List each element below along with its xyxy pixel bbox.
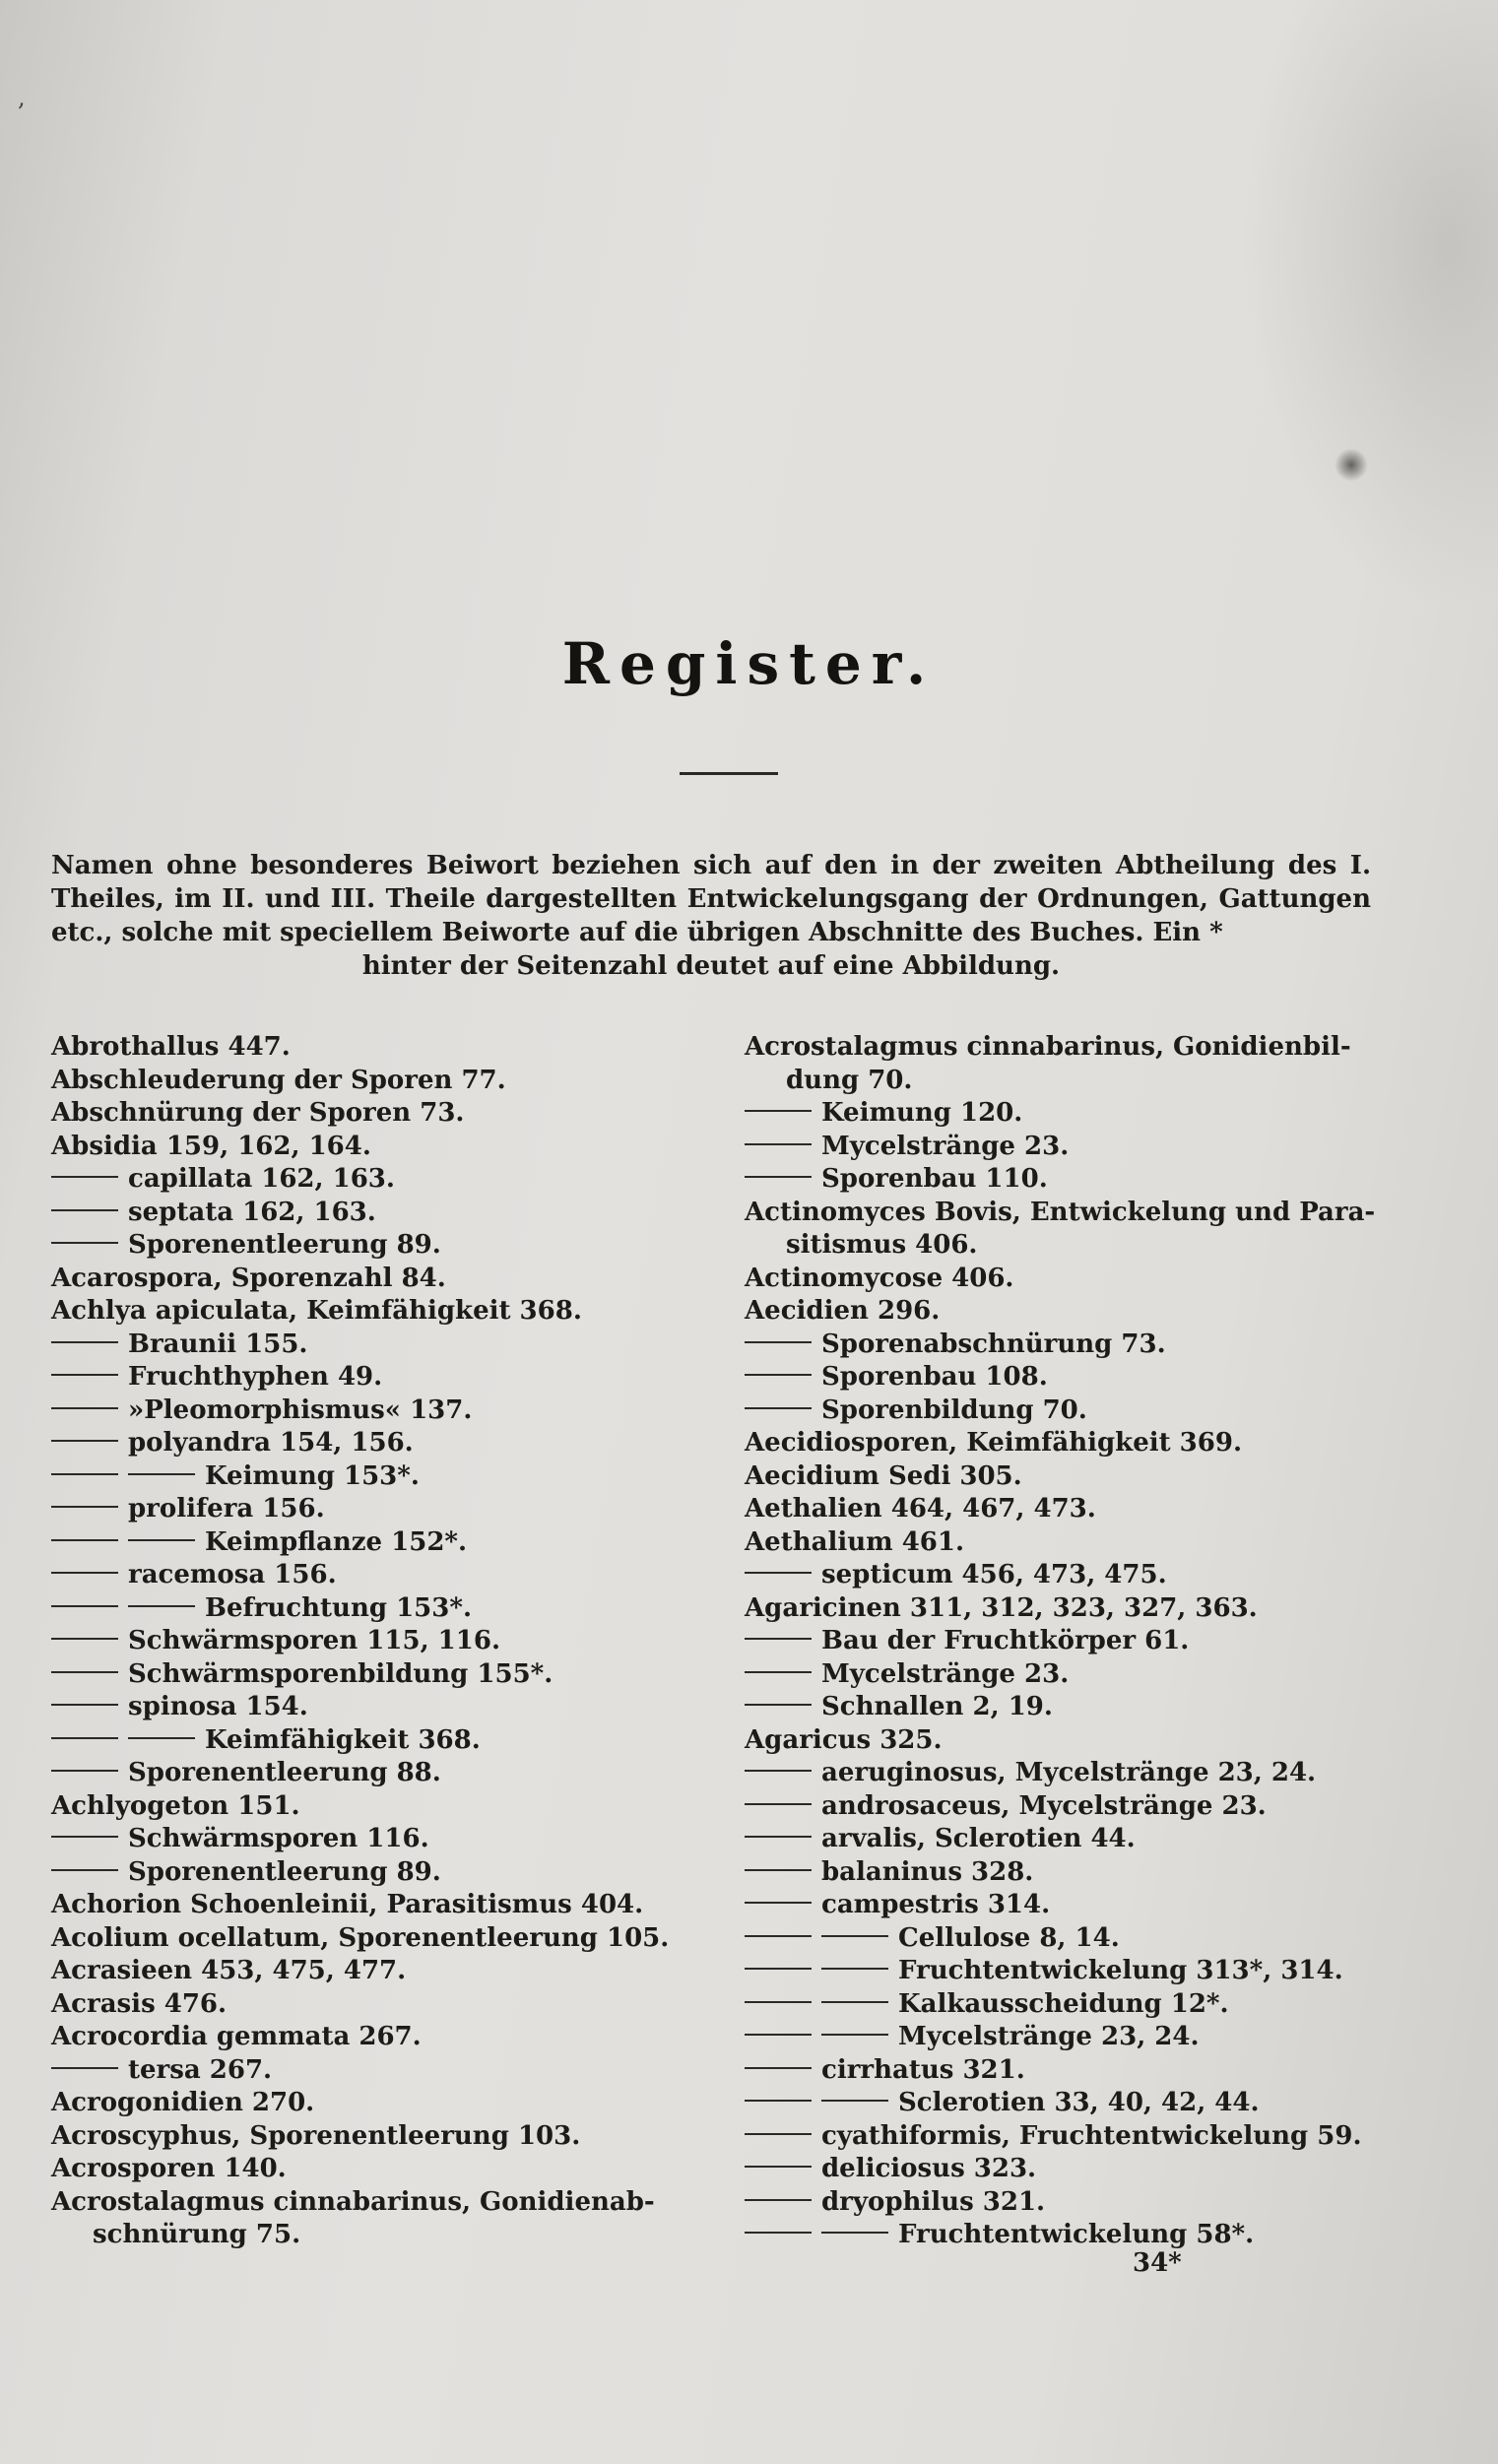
ditto-dash	[51, 1704, 118, 1706]
index-entry	[745, 2021, 1385, 2054]
ditto-dash	[745, 1407, 812, 1409]
index-entry	[51, 1889, 721, 1922]
ditto-dash	[745, 2166, 812, 2168]
index-entry	[745, 1295, 1385, 1329]
index-entry	[51, 1658, 721, 1692]
ditto-dash	[51, 1572, 118, 1574]
entry-text: dryophilus 321.	[821, 2186, 1046, 2217]
index-entry	[745, 2120, 1385, 2154]
intro-paragraph	[51, 849, 1371, 983]
entry-text: cyathiformis, Fruchtentwickelung 59.	[821, 2120, 1362, 2151]
entry-text: tersa 267.	[128, 2054, 273, 2085]
index-entry	[51, 1065, 721, 1098]
ditto-dash	[745, 1935, 812, 1937]
index-entry	[51, 2186, 721, 2252]
entry-text: polyandra 154, 156.	[128, 1428, 414, 1458]
index-entry	[745, 1163, 1385, 1197]
ditto-dash	[128, 1539, 195, 1541]
entry-text: septicum 456, 473, 475.	[821, 1560, 1167, 1589]
ditto-dash	[51, 1176, 118, 1178]
ditto-dash	[821, 2100, 888, 2102]
index-entry	[745, 1526, 1385, 1560]
ditto-dash	[51, 1341, 118, 1343]
index-entry	[745, 1691, 1385, 1724]
entry-continuation: dung 70.	[786, 1065, 913, 1095]
entry-text: Fruchthyphen 49.	[128, 1362, 383, 1392]
ditto-dash	[745, 2199, 812, 2201]
ditto-dash	[51, 1473, 118, 1475]
ditto-dash	[51, 1869, 118, 1871]
ditto-dash	[745, 2133, 812, 2135]
index-entry	[745, 2186, 1385, 2220]
index-entry	[51, 1625, 721, 1658]
index-entry	[51, 1097, 721, 1131]
ditto-dash	[821, 1968, 888, 1970]
entry-text: Acarospora, Sporenzahl 84.	[51, 1263, 446, 1293]
ditto-dash	[51, 1836, 118, 1838]
ditto-dash	[745, 2067, 812, 2069]
index-entry	[51, 2087, 721, 2120]
index-entry	[51, 1394, 721, 1428]
entry-text: Kalkausscheidung 12*.	[898, 1988, 1229, 2019]
ditto-dash	[745, 2034, 812, 2036]
ditto-dash	[745, 1572, 812, 1574]
ditto-dash	[745, 1836, 812, 1838]
ditto-dash	[128, 1737, 195, 1739]
index-entry	[745, 1658, 1385, 1692]
entry-text: Schwärmsporen 116.	[128, 1824, 429, 1853]
ditto-dash	[745, 1671, 812, 1673]
entry-text: racemosa 156.	[128, 1560, 337, 1589]
entry-text: Sporenbau 110.	[821, 1164, 1048, 1194]
ditto-dash	[51, 1638, 118, 1640]
entry-text: Absidia 159, 162, 164.	[51, 1131, 371, 1161]
entry-text: Actinomycose 406.	[745, 1263, 1014, 1293]
title-rule	[680, 772, 778, 775]
ink-blot	[1335, 448, 1368, 482]
index-entry	[51, 1757, 721, 1790]
ditto-dash	[51, 1737, 118, 1739]
index-entry	[745, 1625, 1385, 1658]
index-column-right	[745, 1031, 1385, 2252]
entry-text: Braunii 155.	[128, 1329, 308, 1359]
index-entry	[51, 1790, 721, 1824]
index-entry	[745, 1988, 1385, 2022]
index-entry	[745, 1493, 1385, 1526]
index-entry	[51, 1460, 721, 1494]
entry-text: Cellulose 8, 14.	[898, 1922, 1120, 1953]
index-entry	[51, 1031, 721, 1065]
index-entry	[51, 2153, 721, 2186]
index-entry	[745, 2219, 1385, 2252]
entry-text: aeruginosus, Mycelstränge 23, 24.	[821, 1758, 1317, 1787]
index-entry	[51, 1526, 721, 1560]
entry-text: Fruchtentwickelung 313*, 314.	[898, 1956, 1343, 1985]
entry-text: Acolium ocellatum, Sporenentleerung 105.	[51, 1922, 670, 1953]
index-entry	[745, 1724, 1385, 1758]
ditto-dash	[51, 1440, 118, 1442]
index-entry	[51, 1559, 721, 1592]
index-entry	[51, 1295, 721, 1329]
ditto-dash	[745, 1143, 812, 1145]
index-entry	[745, 1329, 1385, 1362]
index-entry	[51, 1988, 721, 2022]
entry-text: Agaricus 325.	[745, 1724, 943, 1755]
index-entry	[51, 1229, 721, 1263]
index-entry	[745, 1031, 1385, 1097]
index-entry	[745, 1955, 1385, 1988]
index-entry	[51, 2120, 721, 2154]
ditto-dash	[745, 2001, 812, 2003]
entry-text: Mycelstränge 23, 24.	[898, 2022, 1200, 2051]
entry-text: Fruchtentwickelung 58*.	[898, 2220, 1255, 2249]
entry-text: Mycelstränge 23.	[821, 1131, 1070, 1161]
entry-text: Aecidium Sedi 305.	[745, 1460, 1022, 1491]
ditto-dash	[745, 2232, 812, 2234]
index-entry	[51, 1856, 721, 1890]
entry-text: cirrhatus 321.	[821, 2054, 1025, 2085]
ditto-dash	[745, 1902, 812, 1904]
ditto-dash	[821, 1935, 888, 1937]
entry-text: Aethalium 461.	[745, 1526, 965, 1557]
entry-text: campestris 314.	[821, 1890, 1051, 1919]
entry-text: arvalis, Sclerotien 44.	[821, 1824, 1136, 1853]
index-entry	[51, 2054, 721, 2088]
index-entry	[745, 1922, 1385, 1956]
entry-text: Acrogonidien 270.	[51, 2088, 315, 2117]
index-entry	[745, 1263, 1385, 1296]
entry-text: Bau der Fruchtkörper 61.	[821, 1626, 1190, 1655]
index-entry	[745, 1757, 1385, 1790]
ditto-dash	[821, 2232, 888, 2234]
ditto-dash	[51, 1506, 118, 1508]
entry-text: Sporenentleerung 89.	[128, 1230, 441, 1260]
ditto-dash	[51, 1209, 118, 1211]
ditto-dash	[745, 1869, 812, 1871]
index-entry	[745, 1197, 1385, 1263]
entry-text: Sporenabschnürung 73.	[821, 1329, 1166, 1359]
entry-text: Keimfähigkeit 368.	[205, 1724, 481, 1755]
ditto-dash	[745, 1968, 812, 1970]
index-entry	[745, 1823, 1385, 1856]
ditto-dash	[745, 1374, 812, 1376]
ditto-dash	[745, 1803, 812, 1805]
entry-text: septata 162, 163.	[128, 1197, 376, 1227]
index-entry	[51, 1592, 721, 1626]
entry-text: Sporenentleerung 88.	[128, 1758, 441, 1787]
ditto-dash	[51, 1770, 118, 1772]
ditto-dash	[745, 1110, 812, 1112]
ditto-dash	[745, 1176, 812, 1178]
entry-text: deliciosus 323.	[821, 2154, 1037, 2183]
index-entry	[745, 1856, 1385, 1890]
ditto-dash	[821, 2001, 888, 2003]
signature-mark: 34*	[1133, 2248, 1182, 2278]
index-entry	[51, 1691, 721, 1724]
entry-text: Sporenbau 108.	[821, 1362, 1048, 1392]
index-entry	[745, 1097, 1385, 1131]
entry-continuation: schnürung 75.	[93, 2220, 301, 2249]
index-entry	[51, 1263, 721, 1296]
index-entry	[51, 1131, 721, 1164]
ditto-dash	[51, 1242, 118, 1244]
index-entry	[51, 1823, 721, 1856]
entry-text: Achlya apiculata, Keimfähigkeit 368.	[51, 1296, 582, 1326]
entry-text: Actinomyces Bovis, Entwickelung und Para-	[745, 1197, 1376, 1227]
index-entry	[51, 2021, 721, 2054]
index-column-left	[51, 1031, 721, 2252]
entry-text: Acrasieen 453, 475, 477.	[51, 1956, 407, 1985]
index-entry	[745, 2087, 1385, 2120]
index-entry	[51, 1427, 721, 1460]
entry-text: Acrostalagmus cinnabarinus, Gonidienbil-	[745, 1032, 1351, 1062]
index-entry	[745, 1131, 1385, 1164]
index-entry	[51, 1955, 721, 1988]
entry-text: Abschleuderung der Sporen 77.	[51, 1065, 506, 1095]
entry-text: Schwärmsporen 115, 116.	[128, 1626, 501, 1655]
entry-text: Keimung 120.	[821, 1098, 1023, 1128]
ditto-dash	[745, 1638, 812, 1640]
page-title: Register.	[561, 630, 937, 697]
entry-continuation: sitismus 406.	[786, 1230, 978, 1260]
ditto-dash	[745, 1704, 812, 1706]
ditto-dash	[51, 2067, 118, 2069]
index-entry	[51, 1197, 721, 1230]
entry-text: Acrosporen 140.	[51, 2154, 287, 2183]
entry-text: Abschnürung der Sporen 73.	[51, 1098, 465, 1128]
index-entry	[51, 1163, 721, 1197]
index-entry	[745, 1460, 1385, 1494]
index-entry	[745, 1559, 1385, 1592]
entry-text: balaninus 328.	[821, 1856, 1034, 1887]
ditto-dash	[128, 1605, 195, 1607]
entry-text: spinosa 154.	[128, 1692, 308, 1721]
index-entry	[745, 1394, 1385, 1428]
entry-text: Aecidien 296.	[745, 1296, 941, 1326]
intro-text: Namen ohne besonderes Beiwort beziehen sich auf den in der zweiten Abtheilung des I. Theiles, im II. und III. Theile dargestellten Entwickelungsgang der Ordnungen, Gattungen etc., solche mit speciellem Beiworte auf die übrigen Abschnitte des Buches. Ein *	[51, 851, 1371, 947]
index-entry	[51, 1329, 721, 1362]
index-entry	[51, 1922, 721, 1956]
entry-text: Aecidiosporen, Keimfähigkeit 369.	[745, 1428, 1242, 1458]
entry-text: Sclerotien 33, 40, 42, 44.	[898, 2088, 1260, 2117]
entry-text: Acrostalagmus cinnabarinus, Gonidienab-	[51, 2186, 655, 2217]
ditto-dash	[51, 1407, 118, 1409]
ditto-dash	[128, 1473, 195, 1475]
index-entry	[745, 1427, 1385, 1460]
entry-text: capillata 162, 163.	[128, 1164, 395, 1194]
entry-text: Sporenbildung 70.	[821, 1394, 1087, 1425]
ditto-dash	[745, 2100, 812, 2102]
index-entry	[51, 1493, 721, 1526]
ditto-dash	[51, 1605, 118, 1607]
ditto-dash	[51, 1671, 118, 1673]
entry-text: Acroscyphus, Sporenentleerung 103.	[51, 2120, 581, 2151]
entry-text: Schnallen 2, 19.	[821, 1692, 1053, 1721]
entry-text: Achorion Schoenleinii, Parasitismus 404.	[51, 1890, 644, 1919]
page-mark: ,	[18, 84, 26, 111]
entry-text: Aethalien 464, 467, 473.	[745, 1494, 1096, 1524]
bleed-through-shadow	[1242, 0, 1498, 611]
entry-text: Acrasis 476.	[51, 1988, 228, 2019]
ditto-dash	[745, 1770, 812, 1772]
entry-text: Acrocordia gemmata 267.	[51, 2022, 422, 2051]
index-entry	[51, 1361, 721, 1394]
entry-text: Achlyogeton 151.	[51, 1790, 300, 1821]
ditto-dash	[51, 1374, 118, 1376]
entry-text: Abrothallus 447.	[51, 1032, 291, 1062]
index-entry	[745, 2054, 1385, 2088]
intro-last-line: hinter der Seitenzahl deutet auf eine Abbildung.	[361, 951, 1061, 981]
entry-text: Mycelstränge 23.	[821, 1658, 1070, 1689]
entry-text: »Pleomorphismus« 137.	[128, 1394, 473, 1425]
entry-text: Schwärmsporenbildung 155*.	[128, 1658, 554, 1689]
entry-text: Befruchtung 153*.	[205, 1592, 473, 1623]
index-entry	[745, 1361, 1385, 1394]
entry-text: Sporenentleerung 89.	[128, 1856, 441, 1887]
index-entry	[745, 1592, 1385, 1626]
index-entry	[745, 2153, 1385, 2186]
entry-text: Agaricinen 311, 312, 323, 327, 363.	[745, 1592, 1258, 1623]
ditto-dash	[821, 2034, 888, 2036]
ditto-dash	[51, 1539, 118, 1541]
index-entry	[745, 1790, 1385, 1824]
index-entry	[745, 1889, 1385, 1922]
entry-text: androsaceus, Mycelstränge 23.	[821, 1790, 1267, 1821]
ditto-dash	[745, 1341, 812, 1343]
entry-text: Keimung 153*.	[205, 1460, 420, 1491]
index-entry	[51, 1724, 721, 1758]
entry-text: Keimpflanze 152*.	[205, 1526, 468, 1557]
entry-text: prolifera 156.	[128, 1494, 325, 1524]
